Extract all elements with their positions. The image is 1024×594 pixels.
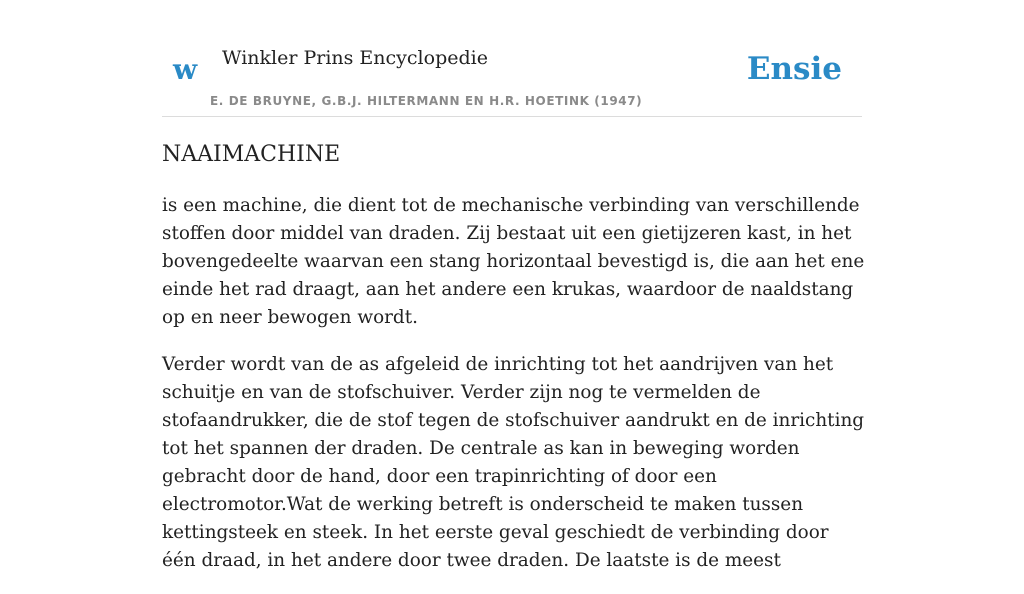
publication-title[interactable]: Winkler Prins Encyclopedie (222, 47, 488, 69)
paragraph: is een machine, die dient tot de mechanische verbinding van verschillende stoffen door middel van draden. Zij bestaat uit een gietijzeren kast, in het bovengedeelte waarvan een stang horizontaal bevestigd is, die aan het ene einde het rad draagt, aan het andere een krukas, waardoor de naaldstang op en neer bewogen wordt. (162, 195, 865, 328)
article-title: NAAIMACHINE (162, 142, 341, 167)
publication-authors: E. DE BRUYNE, G.B.J. HILTERMANN EN H.R. HOETINK (1947) (210, 94, 643, 108)
logo-icon[interactable]: w (173, 53, 198, 86)
paragraph: Verder wordt van de as afgeleid de inrichting tot het aandrijven van het schuitje en van de stofschuiver. Verder zijn nog te vermelden de stofaandrukker, die de stof tegen de stofschuiver aandrukt en de inrichting tot het spannen der draden. De centrale as kan in beweging worden gebracht door de hand, door een trapinrichting of door een electromotor.Wat de werking betreft is onderscheid te maken tussen kettingsteek en steek. In het eerste geval geschiedt de verbinding door één draad, in het andere door twee draden. De laatste is de meest (162, 354, 865, 571)
brand-logo[interactable]: Ensie (746, 51, 842, 87)
site-header (162, 0, 862, 117)
article-body (162, 192, 867, 594)
